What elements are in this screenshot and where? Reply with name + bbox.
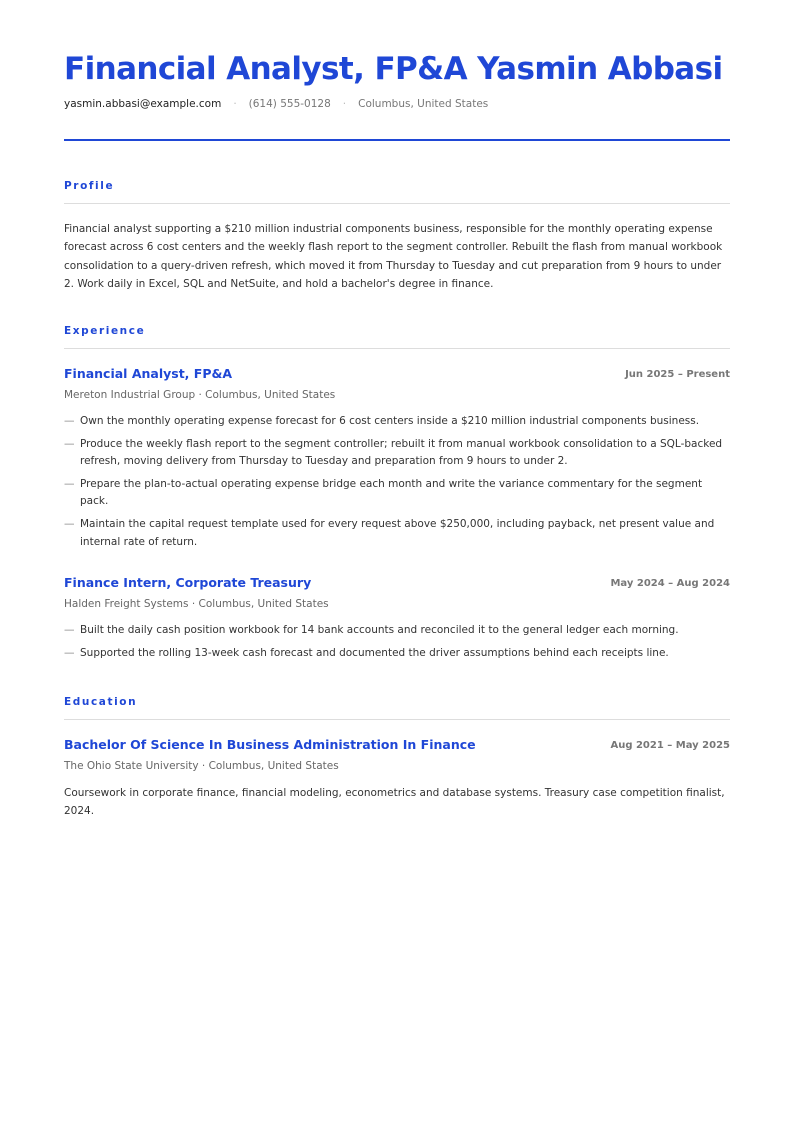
education-dates: Aug 2021 – May 2025 [610, 740, 730, 751]
contact-separator: · [342, 98, 347, 110]
bullet-text: Own the monthly operating expense forecast for 6 cost centers inside a $210 million industrial components business. [80, 415, 700, 427]
job-title: Financial Analyst, FP&A [64, 366, 233, 381]
section-divider [64, 203, 730, 204]
profile-summary: Financial analyst supporting a $210 million industrial components business, responsible for the monthly operating expense forecast across 6 cost centers and the weekly flash report to the segment controller. Rebuilt the flash from manual workbook consolidation to a query-driven refresh, which moved it from Thursday to Tuesday and cut preparation from 9 hours to under 2. Work daily in Excel, SQL and NetSuite, and hold a bachelor's degree in finance. [64, 223, 723, 291]
list-item [64, 413, 730, 431]
list-item [64, 622, 730, 640]
list-item [64, 436, 730, 471]
bullet-text: Prepare the plan-to-actual operating expense bridge each month and write the variance commentary for the segment pack. [80, 477, 703, 508]
bullet-dash: — [64, 646, 75, 659]
contact-line [64, 96, 488, 112]
location: Columbus, United States [358, 98, 489, 110]
contact-separator: · [233, 98, 237, 110]
job-dates: May 2024 – Aug 2024 [610, 578, 730, 589]
school-name: The Ohio State University · Columbus, United States [64, 760, 339, 772]
bullet-dash: — [64, 415, 75, 427]
job-bullets [64, 622, 730, 667]
section-title-profile: Profile [64, 180, 115, 192]
bullet-dash: — [64, 624, 75, 636]
bullet-text: Produce the weekly flash report to the segment controller; rebuilt it from manual workbook consolidation to a SQL-backed refresh, moving delivery from Thursday to Tuesday and preparation from 9 hours to under 2. [80, 437, 723, 468]
header-divider [64, 139, 730, 141]
job-dates: Jun 2025 – Present [625, 369, 730, 380]
bullet-text: Supported the rolling 13-week cash forecast and documented the driver assumptions behind each receipts line. [80, 646, 669, 659]
bullet-dash: — [64, 437, 75, 450]
job-title: Finance Intern, Corporate Treasury [64, 575, 312, 590]
job-bullets [64, 413, 730, 556]
section-title-experience: Experience [64, 325, 146, 337]
list-item [64, 516, 730, 551]
job-organization: Mereton Industrial Group · Columbus, United States [64, 389, 336, 401]
section-title-education: Education [64, 696, 138, 708]
section-divider [64, 348, 730, 349]
bullet-dash: — [64, 477, 75, 490]
bullet-text: Built the daily cash position workbook for 14 bank accounts and reconciled it to the general ledger each morning. [80, 624, 679, 636]
list-item [64, 645, 730, 663]
education-details: Coursework in corporate finance, financial modeling, econometrics and database systems. Treasury case competition finalist, 2024. [64, 787, 725, 818]
bullet-text: Maintain the capital request template used for every request above $250,000, including payback, net present value and internal rate of return. [80, 517, 715, 548]
degree-title: Bachelor Of Science In Business Administration In Finance [64, 737, 476, 752]
phone-number: (614) 555-0128 [248, 98, 331, 110]
candidate-name: Financial Analyst, FP&A Yasmin Abbasi [64, 51, 723, 87]
section-divider [64, 719, 730, 720]
bullet-dash: — [64, 517, 75, 530]
job-organization: Halden Freight Systems · Columbus, United States [64, 598, 329, 610]
list-item [64, 476, 730, 511]
email-link[interactable]: yasmin.abbasi@example.com [64, 98, 222, 110]
